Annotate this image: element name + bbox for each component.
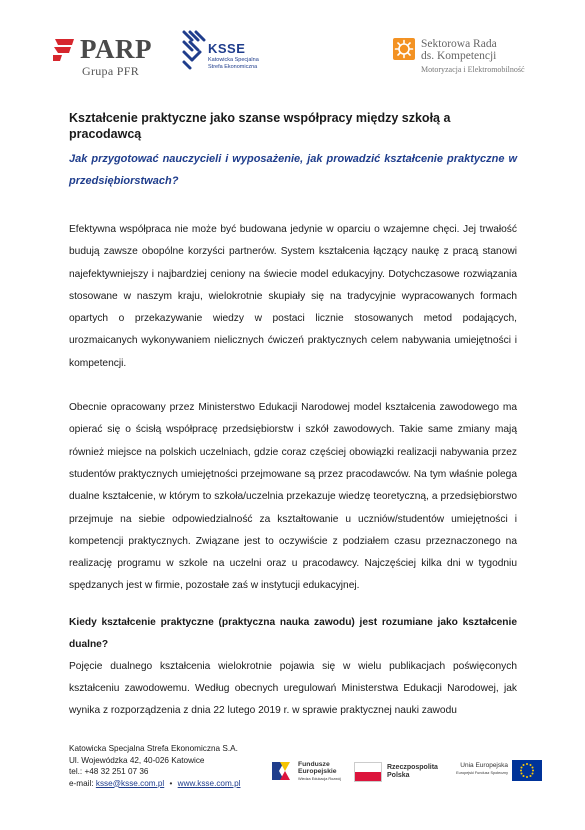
question-heading: Kiedy kształcenie praktyczne (praktyczna nauka zawodu) jest rozumiane jako kształcenie dualne? (69, 616, 517, 650)
srk-line-1: Sektorowa Rada (421, 38, 497, 50)
srk-line-3: Motoryzacja i Elektromobilność (421, 65, 525, 74)
rp-name: Rzeczpospolita Polska (387, 764, 438, 779)
document-title: Kształcenie praktyczne jako szanse współpracy między szkołą a pracodawcą (69, 111, 451, 141)
footer-email-row (69, 778, 240, 790)
paragraph-1: Efektywna współpraca nie może być budowana jedynie w oparciu o wzajemne chęci. Jej trwałość budują zawsze obopólne korzyści partnerów. System kształcenia łączący naukę z pracą stanowi najefektywniejszy i najbardziej ceniony na świecie model edukacyjny. Dotychczasowe rozwiązania stosowane w naszym kraju, wielokrotnie skupiały się na tradycyjnie wypracowanych formach opartych o przekazywanie wiedzy w postaci licznie stosowanych metod podających, urozmaicanych wykonywaniem nielicznych ćwiczeń praktycznych celem nabywania umiejętności i kompetencji. (69, 224, 517, 369)
parp-subtitle: Grupa PFR (82, 64, 140, 78)
ue-name: Unia Europejska (460, 762, 508, 769)
footer-contact (69, 743, 240, 789)
ksse-logo (180, 28, 275, 88)
gear-bulb-icon (393, 38, 415, 60)
parp-emblem-icon (52, 37, 76, 63)
srk-name (421, 38, 525, 76)
footer-separator: • (169, 778, 173, 788)
document-subtitle: Jak przygotować nauczycieli i wyposażenie, jak prowadzić kształcenie praktyczne w przedsiębiorstwach? (69, 153, 517, 187)
fundusze-europejskie-icon (270, 760, 294, 782)
ksse-subtitle: Katowicka Specjalna Strefa Ekonomiczna (208, 57, 259, 70)
fundusze-europejskie-logo (270, 760, 350, 786)
srk-line-2: ds. Kompetencji (421, 50, 497, 62)
paragraph-2: Obecnie opracowany przez Ministerstwo Edukacji Narodowej model kształcenia zawodowego ma opierać się o ścisłą współpracę przedsiębiorstw i szkół zawodowych. Takie same zmiany mają również miejsce na polskich uczelniach, gdzie coraz częściej obowiązki realizacji nabywania przez studentów praktycznych umiejętności przejmowane są przez pracodawców. Na tym właśnie polega dualne kształcenie, w którym to szkoła/uczelnia przekazuje wiedzę teoretyczną, a przedsiębiorstwo przejmuje na siebie odpowiedzialność za kształtowanie u uczniów/studentów umiejętności i kompetencji praktycznych. Związane jest to oczywiście z podziałem czasu przeznaczonego na realizację programu w szkole na uczelni oraz u pracodawcy. Najczęściej kilka dni w tygodniu spędzanych jest w firmie, pozostałe zaś w instytucji edukacyjnej. (69, 402, 517, 592)
fe-text (298, 761, 350, 783)
paragraph-3: Pojęcie dualnego kształcenia wielokrotnie pojawia się w wielu publikacjach poświęconych kształceniu zawodowemu. Według obecnych uregulowań Ministerstwa Edukacji Narodowej, jak wynika z rozporządzenia z dnia 22 lutego 2019 r. w sprawie praktycznej nauki zawodu (69, 660, 517, 717)
fe-name: Fundusze Europejskie (298, 761, 337, 775)
polish-flag-icon (354, 762, 382, 782)
ue-text (456, 762, 508, 777)
footer-phone: tel.: +48 32 251 07 36 (69, 767, 149, 776)
srk-logo (393, 38, 573, 80)
footer-address: Ul. Wojewódzka 42, 40-026 Katowice (69, 755, 205, 765)
ue-sub: Europejski Fundusz Społeczny (456, 771, 508, 775)
footer-company: Katowicka Specjalna Strefa Ekonomiczna S.A. (69, 744, 238, 753)
email-link[interactable]: ksse@ksse.com.pl (95, 778, 165, 788)
rzeczpospolita-logo (354, 762, 444, 784)
footer-email-label: e-mail: (69, 778, 94, 788)
website-link[interactable]: www.ksse.com.pl (177, 778, 241, 788)
unia-europejska-logo (456, 760, 546, 786)
parp-logo (52, 34, 172, 80)
fe-sub: Wiedza Edukacja Rozwój (298, 777, 341, 781)
document-body (69, 110, 517, 723)
eu-flag-icon (512, 760, 542, 781)
parp-name: PARP (80, 34, 152, 64)
ksse-emblem-icon (180, 28, 206, 78)
ksse-name: KSSE (208, 41, 246, 56)
